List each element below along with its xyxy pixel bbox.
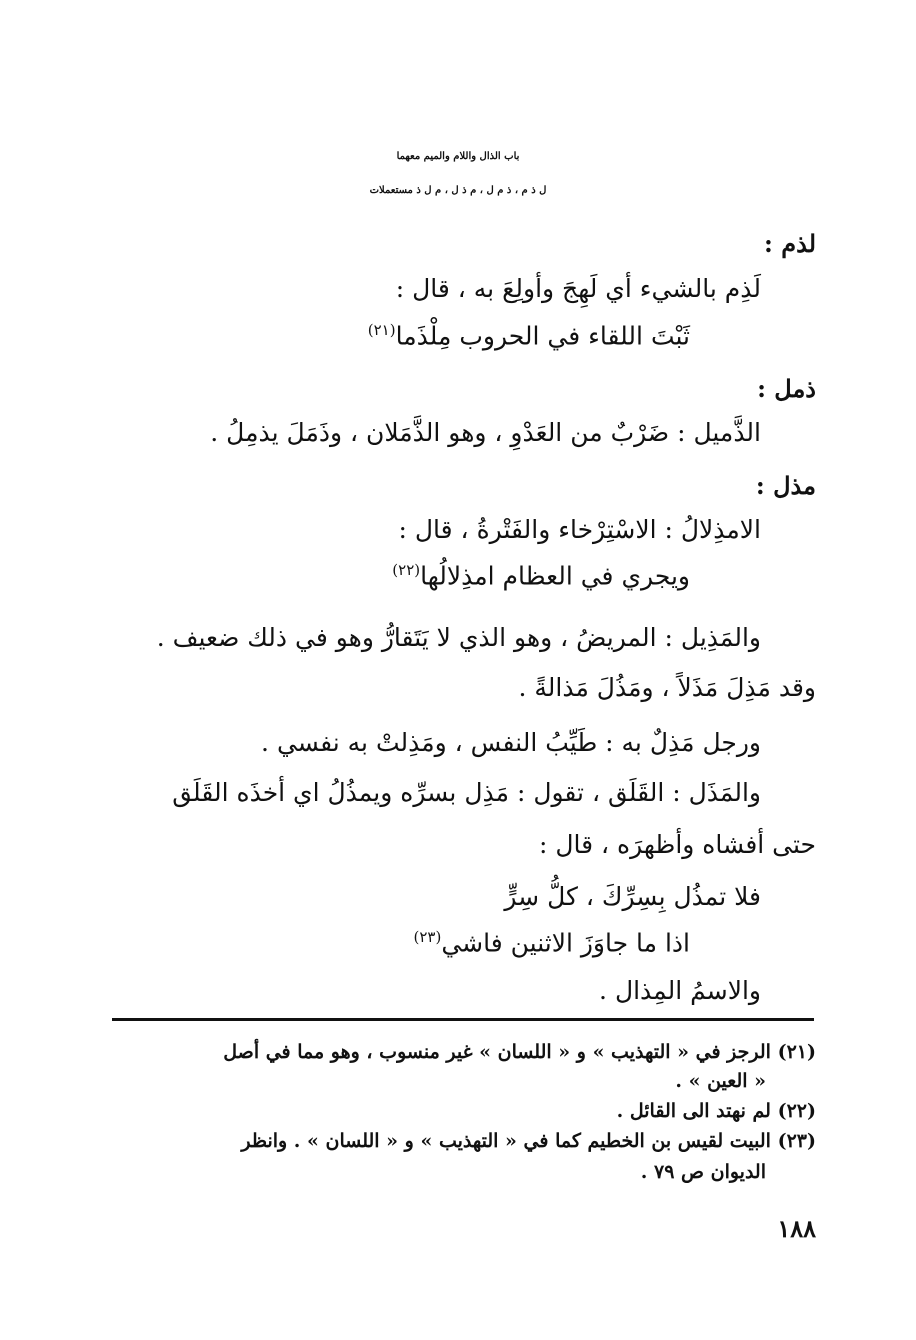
footnote-23-continued: الديوان ص ٧٩ . — [640, 1161, 766, 1183]
madhal-verse-1 — [392, 561, 690, 591]
footnote-23 — [241, 1132, 816, 1151]
madhal-definition-2: والمَذِيل : المريضُ ، وهو الذي لا يَتَقارُّ وهو في ذلك ضعيف . — [156, 623, 761, 652]
headword-lathm: لذم : — [764, 229, 816, 258]
madhal-definition-1: الامذِلالُ : الاسْتِرْخاء والفَتْرةُ ، قال : — [398, 515, 761, 544]
footnote-21-text: الرجز في « التهذيب » و « اللسان » غير منسوب ، وهو مما في أصل — [223, 1041, 771, 1063]
footnote-22 — [617, 1102, 816, 1121]
madhal-definition-6: حتى أفشاه وأظهرَه ، قال : — [538, 830, 816, 859]
dhamal-definition: الذَّميل : ضَرْبٌ من العَدْوِ ، وهو الذَّمَلان ، وذَمَلَ يذمِلُ . — [210, 418, 761, 447]
madhal-definition-4: ورجل مَذِلٌ به : طَيِّبُ النفس ، ومَذِلتْ به نفسي . — [261, 728, 761, 757]
footnote-23-number: (٢٣) — [777, 1130, 816, 1152]
madhal-definition-7: والاسمُ المِذال . — [599, 976, 761, 1005]
footnote-23-text: البيت لقيس بن الخطيم كما في « التهذيب » و « اللسان » . وانظر — [241, 1130, 771, 1152]
madhal-verse-2-second — [413, 928, 690, 958]
footnote-21-continued: « العين » . — [675, 1070, 766, 1092]
footnote-21-number: (٢١) — [777, 1041, 816, 1063]
footnote-22-number: (٢٢) — [777, 1100, 816, 1122]
footnote-22-text: لم نهتد الى القائل . — [616, 1100, 771, 1122]
headword-madhal: مذل : — [755, 471, 816, 500]
madhal-definition-3: وقد مَذِلَ مَذَلاً ، ومَذُلَ مَذالةً . — [518, 673, 816, 702]
lathm-verse — [367, 321, 690, 351]
footnote-divider — [112, 1018, 814, 1021]
page-number: ١٨٨ — [777, 1214, 816, 1243]
madhal-verse-2-second-text: اذا ما جاوَزَ الاثنين فاشي — [441, 928, 690, 958]
footnote-ref-21: (٢١) — [367, 321, 396, 339]
madhal-definition-5: والمَذَل : القَلَق ، تقول : مَذِل بسرِّه ويمذُلُ اي أخذَه القَلَق — [172, 778, 761, 807]
madhal-verse-2-first: فلا تمذُل بِسِرِّكَ ، كلُّ سِرٍّ — [504, 882, 761, 911]
lathm-definition: لَذِم بالشيء أي لَهِجَ وأولِعَ به ، قال : — [395, 274, 761, 303]
footnote-ref-23: (٢٣) — [413, 928, 442, 946]
footnote-ref-22: (٢٢) — [392, 561, 421, 579]
lathm-verse-text: ثَبْتَ اللقاء في الحروب مِلْذَما — [395, 321, 690, 351]
chapter-roots: ل ذ م ، ذ م ل ، م ذ ل ، م ل ذ مستعملات — [369, 185, 547, 196]
footnote-21 — [223, 1043, 816, 1062]
madhal-verse-1-text: ويجري في العظام امذِلالُها — [420, 561, 690, 591]
chapter-title: باب الذال واللام والميم معهما — [396, 151, 520, 162]
headword-dhamal: ذمل : — [757, 374, 816, 403]
